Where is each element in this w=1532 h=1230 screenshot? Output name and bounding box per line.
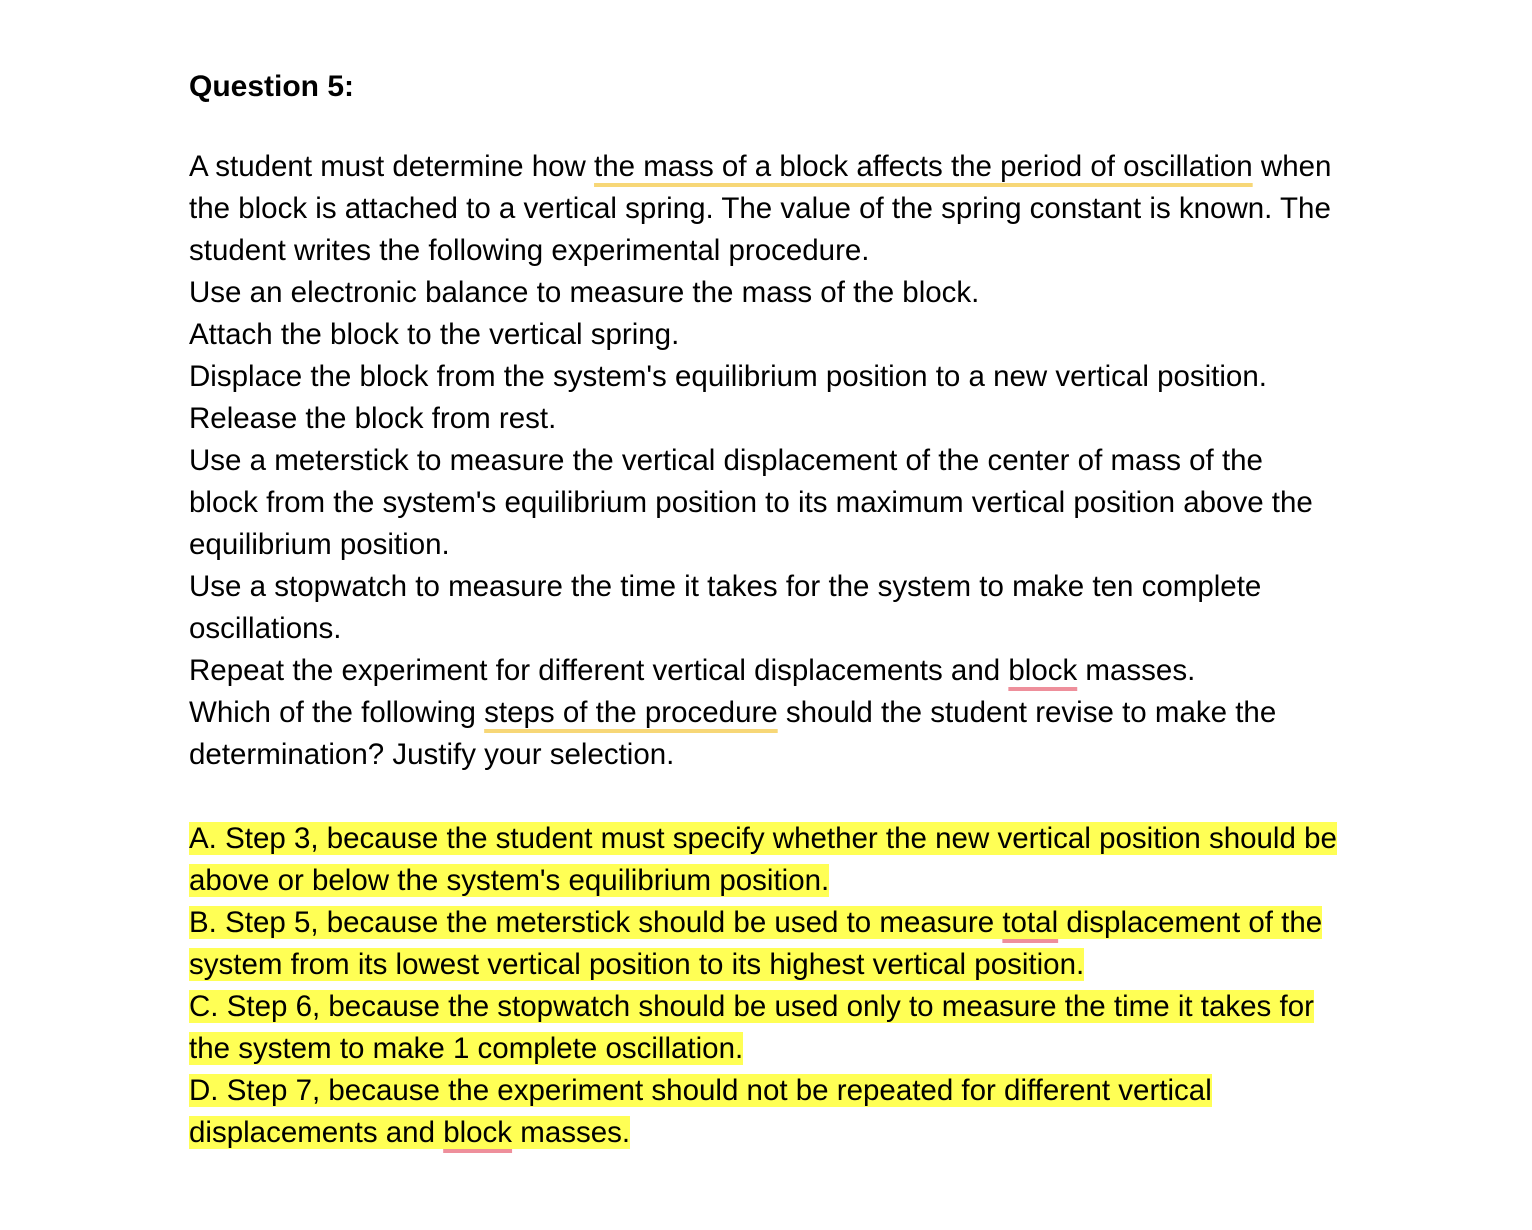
option-a-text[interactable]: above or below the system's equilibrium position. <box>189 864 830 897</box>
stem-text: Repeat the experiment for different vertical displacements and <box>189 654 1009 687</box>
spelling-underline[interactable]: block <box>1008 654 1078 687</box>
option-b-line <box>189 944 1489 986</box>
procedure-step-2: Attach the block to the vertical spring. <box>189 318 680 351</box>
option-text: displacement of the <box>1058 906 1323 939</box>
option-c-line <box>189 986 1489 1028</box>
option-c-text[interactable]: C. Step 6, because the stopwatch should be used only to measure the time it takes for <box>189 990 1314 1023</box>
option-text: masses. <box>512 1116 631 1149</box>
option-b-text[interactable]: system from its lowest vertical position to its highest vertical position. <box>189 948 1085 981</box>
option-text: B. Step 5, because the meterstick should be used to measure <box>189 906 1003 939</box>
option-text: displacements and <box>189 1116 444 1149</box>
stem-line: student writes the following experimental procedure. <box>189 234 870 267</box>
option-c-line <box>189 1028 1489 1070</box>
option-b-text[interactable] <box>189 906 1322 939</box>
stem-text: should the student revise to make the <box>777 696 1277 729</box>
stem-text: when <box>1252 150 1332 183</box>
procedure-step-1: Use an electronic balance to measure the mass of the block. <box>189 276 980 309</box>
stem-line: determination? Justify your selection. <box>189 738 675 771</box>
procedure-step-6: Use a stopwatch to measure the time it takes for the system to make ten complete <box>189 570 1262 603</box>
stem-text: Which of the following <box>189 696 485 729</box>
procedure-step-4: Release the block from rest. <box>189 402 557 435</box>
procedure-step-7 <box>189 650 1489 692</box>
stem-line <box>189 692 1489 734</box>
question-stem <box>189 146 1489 776</box>
answer-options <box>189 818 1489 1154</box>
suggestion-underline[interactable]: steps of the procedure <box>484 696 778 729</box>
document-page <box>189 62 1489 1154</box>
procedure-step-5-cont: block from the system's equilibrium position to its maximum vertical position above the <box>189 486 1313 519</box>
option-a-text[interactable]: A. Step 3, because the student must specify whether the new vertical position should be <box>189 822 1337 855</box>
option-d-line <box>189 1112 1489 1154</box>
procedure-step-5: Use a meterstick to measure the vertical displacement of the center of mass of the <box>189 444 1263 477</box>
stem-text: A student must determine how <box>189 150 595 183</box>
procedure-step-3: Displace the block from the system's equilibrium position to a new vertical position. <box>189 360 1267 393</box>
spelling-underline[interactable]: block <box>443 1116 513 1149</box>
option-b-line <box>189 902 1489 944</box>
option-c-text[interactable]: the system to make 1 complete oscillation. <box>189 1032 744 1065</box>
option-d-line <box>189 1070 1489 1112</box>
stem-line <box>189 146 1489 188</box>
stem-text: masses. <box>1077 654 1196 687</box>
paragraph-gap <box>189 776 1489 818</box>
spelling-underline[interactable]: total <box>1002 906 1059 939</box>
question-title: Question 5: <box>189 70 355 103</box>
procedure-step-5-cont: equilibrium position. <box>189 528 450 561</box>
suggestion-underline[interactable]: the mass of a block affects the period of oscillation <box>594 150 1253 183</box>
option-d-text[interactable] <box>189 1116 630 1149</box>
option-a-line <box>189 860 1489 902</box>
option-d-text[interactable]: D. Step 7, because the experiment should not be repeated for different vertical <box>189 1074 1212 1107</box>
procedure-step-6-cont: oscillations. <box>189 612 342 645</box>
option-a-line <box>189 818 1489 860</box>
stem-line: the block is attached to a vertical spring. The value of the spring constant is known. The <box>189 192 1331 225</box>
